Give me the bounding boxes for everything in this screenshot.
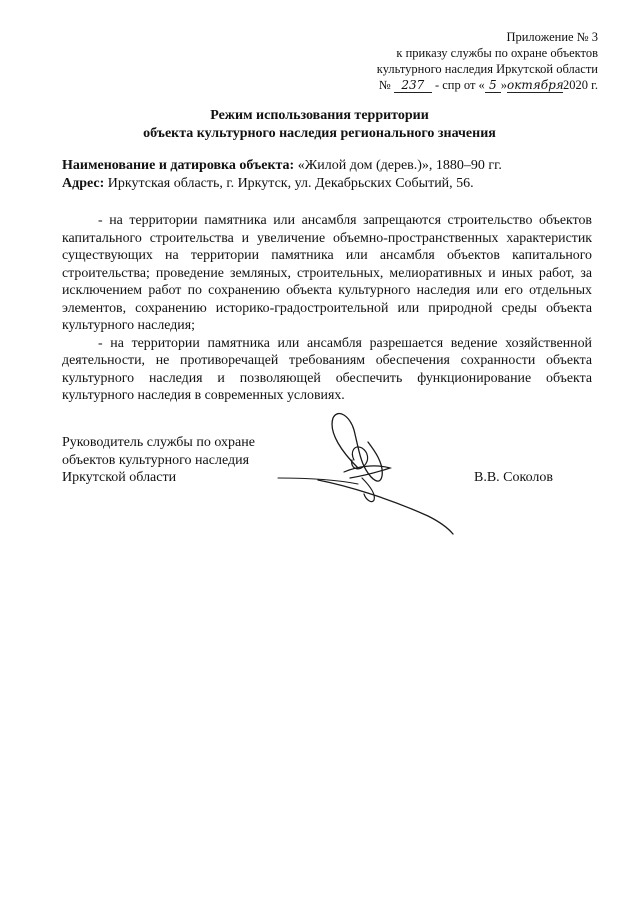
prohibition-paragraph: - на территории памятника или ансамбля запрещаются строительство объектов капитального строительства и увеличение объемно-пространственных характеристик существующих на территории памятника или ансамбля объектов капитального строительства; проведение земляных, строительных, мелиоративных и иных работ, за исключением работ по сохранению объекта культурного наследия или его отдельных элементов, сохранению историко-градостроительной или природной среды объекта культурного наследия; bbox=[62, 213, 592, 333]
object-name-line bbox=[62, 157, 582, 175]
appendix-header bbox=[377, 29, 598, 93]
appendix-agency: культурного наследия Иркутской области bbox=[376, 62, 598, 76]
appendix-order-line bbox=[377, 77, 598, 93]
position-line-2: объектов культурного наследия bbox=[62, 452, 250, 468]
position-line-3: Иркутской области bbox=[62, 470, 177, 485]
regime-text bbox=[62, 212, 592, 405]
object-name-value: «Жилой дом (дерев.)», 1880–90 гг. bbox=[297, 158, 502, 173]
object-name-label: Наименование и датировка объекта: bbox=[62, 158, 295, 173]
document-title bbox=[0, 107, 639, 143]
permission-paragraph: - на территории памятника или ансамбля разрешается ведение хозяйственной деятельности, не противоречащей требованиям обеспечения сохранности объекта культурного наследия и позволяющей обеспечить функционирование объекта культурного наследия в современных условиях. bbox=[62, 335, 592, 403]
signatory-name: В.В. Соколов bbox=[474, 470, 554, 485]
signatory-position bbox=[62, 434, 255, 487]
order-month-handwritten: октября bbox=[507, 78, 564, 92]
position-line-1: Руководитель службы по охране bbox=[62, 435, 255, 450]
order-day-close: » bbox=[500, 78, 508, 92]
number-prefix: № bbox=[378, 78, 391, 92]
order-date-prefix: - спр от « bbox=[434, 78, 485, 92]
order-year: 2020 г. bbox=[563, 78, 598, 92]
appendix-number: Приложение № 3 bbox=[506, 30, 598, 44]
object-address-label: Адрес: bbox=[62, 176, 105, 191]
object-info bbox=[62, 157, 582, 193]
handwritten-signature-icon bbox=[258, 408, 458, 543]
appendix-order-ref: к приказу службы по охране объектов bbox=[396, 46, 598, 60]
object-address-value: Иркутская область, г. Иркутск, ул. Декабрьских Событий, 56. bbox=[107, 176, 474, 191]
title-line-2: объекта культурного наследия регионального значения bbox=[143, 126, 496, 141]
title-line-1: Режим использования территории bbox=[210, 108, 429, 123]
object-address-line bbox=[62, 175, 582, 193]
order-number-handwritten: 237 bbox=[394, 79, 432, 93]
order-day-handwritten: 5 bbox=[485, 79, 501, 93]
